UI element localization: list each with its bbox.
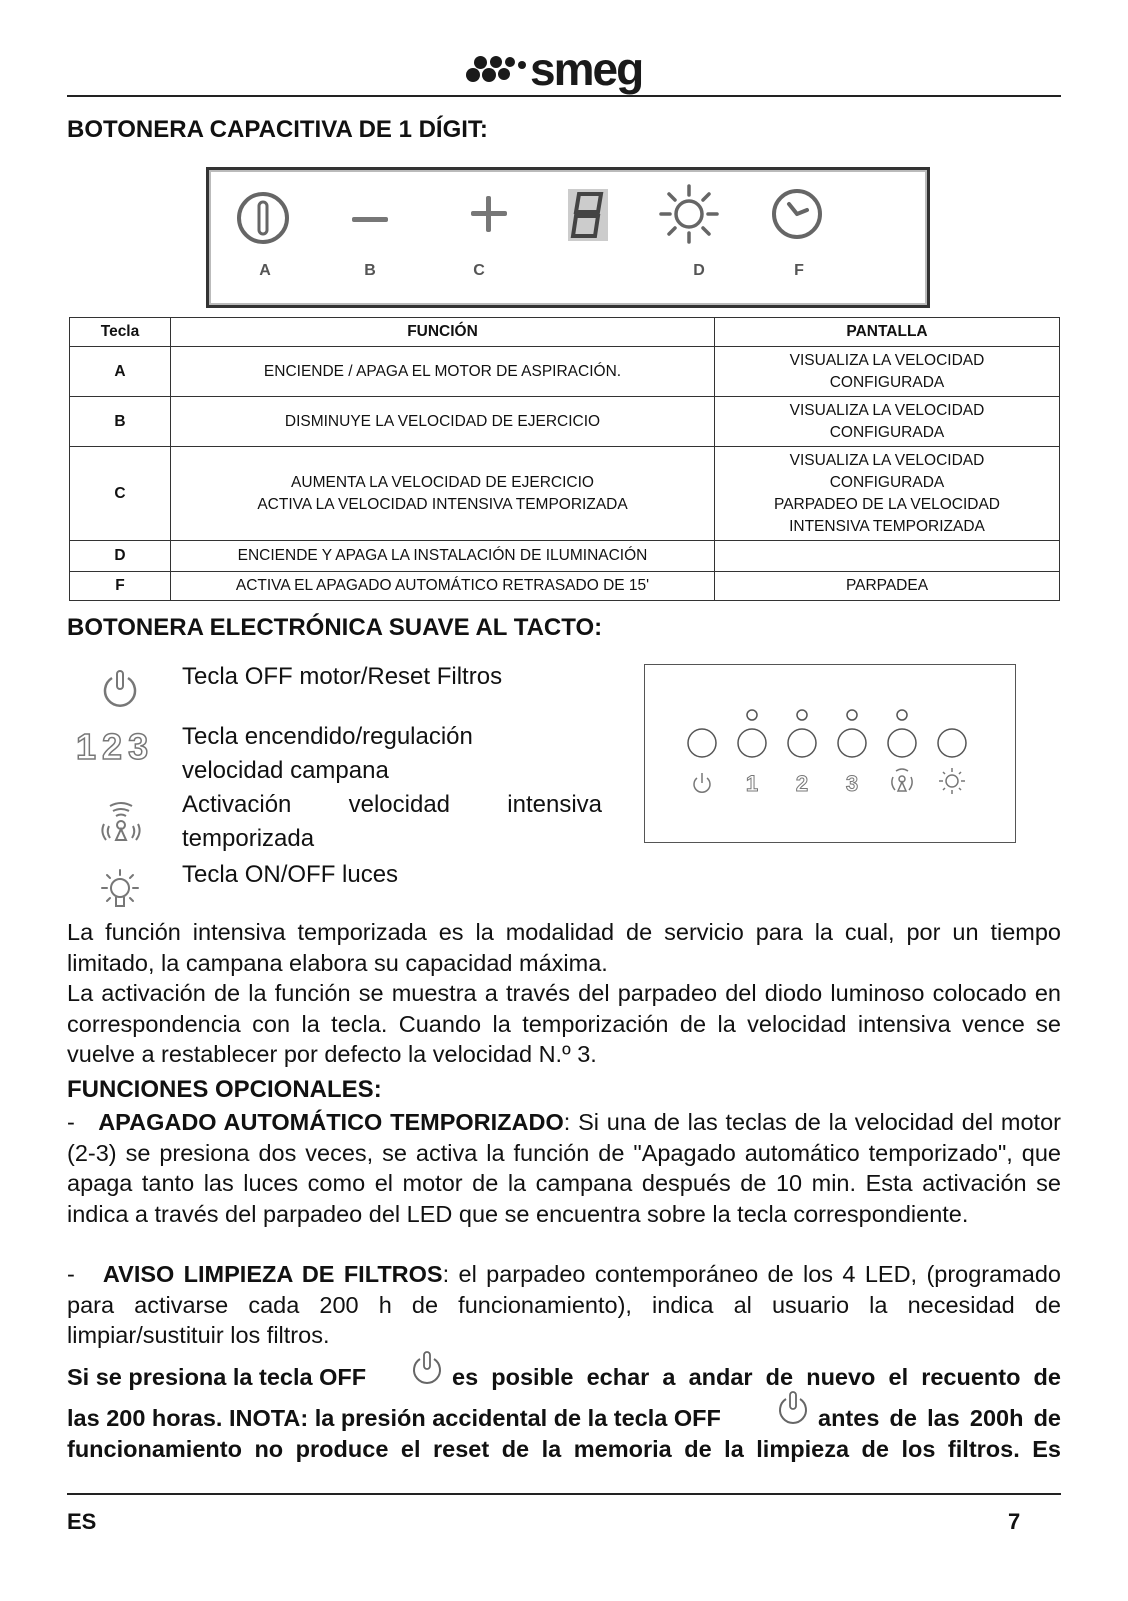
item-text: : Si una de las teclas de la velocidad del motor (2-3) se presiona dos veces, se activa la función de "Apagado automático temporizado", que apaga tanto las luces como el motor de la campana después de 10 min. Esta activación se indica a través del parpadeo del LED que se encuentra sobre la tecla correspondiente. [67, 1109, 1061, 1227]
section-title-touch: BOTONERA ELECTRÓNICA SUAVE AL TACTO: [67, 614, 603, 641]
table-header-row [70, 318, 1060, 347]
bold-line-3: funcionamiento no produce el reset de la memoria de la limpieza de los filtros. Es [67, 1436, 1061, 1462]
table-row [70, 397, 1060, 447]
touch-label-2: 2 [795, 771, 809, 796]
item-title: APAGADO AUTOMÁTICO TEMPORIZADO [98, 1109, 564, 1135]
optional-item-2 [67, 1259, 1061, 1351]
bold-line-1b: es posible echar a andar de nuevo el recuento de [452, 1364, 1061, 1390]
screen-line: VISUALIZA LA VELOCIDAD [789, 401, 985, 419]
digit-1: 1 [76, 726, 103, 767]
panel-label-d: D [693, 262, 705, 279]
legend-intensive-text-2: temporizada [182, 825, 315, 852]
legend-speed-text-1: Tecla encendido/regulación [182, 723, 473, 750]
row-function [171, 541, 715, 572]
table-row [70, 572, 1060, 601]
footer-page-number: 7 [1008, 1509, 1021, 1534]
row-key: A [70, 347, 171, 397]
intensive-fan-icon [96, 798, 146, 853]
screen-line: CONFIGURADA [829, 473, 945, 491]
footer-language: ES [67, 1509, 97, 1534]
function-line: ACTIVA EL APAGADO AUTOMÁTICO RETRASADO DE 15' [235, 577, 650, 594]
function-line: DISMINUYE LA VELOCIDAD DE EJERCICIO [284, 412, 601, 430]
legend-lights-text: Tecla ON/OFF luces [182, 861, 399, 888]
smeg-logo [462, 43, 672, 95]
function-table [69, 317, 1060, 601]
screen-line: PARPADEO DE LA VELOCIDAD [774, 495, 1000, 513]
touch-panel-buttons [645, 665, 1015, 842]
panel-label-f: F [794, 262, 804, 279]
row-function [171, 572, 715, 601]
screen-line: CONFIGURADA [829, 423, 945, 441]
intro-paragraph-2: La activación de la función se muestra a través del parpadeo del diodo luminoso colocado en correspondencia con la tecla. Cuando la temporización de la velocidad intensiva vence se vuelve a restablecer por defecto la velocidad N.º 3. [67, 980, 1061, 1067]
row-screen [715, 447, 1060, 541]
timer-icon [769, 186, 825, 247]
capacitive-panel-diagram [206, 167, 930, 308]
screen-line: VISUALIZA LA VELOCIDAD [789, 351, 985, 369]
function-line: ACTIVA LA VELOCIDAD INTENSIVA TEMPORIZADA [257, 495, 628, 513]
plus-icon [469, 194, 509, 239]
power-icon [100, 668, 140, 715]
header-rule [67, 95, 1061, 97]
touch-panel-diagram [644, 664, 1016, 843]
minus-icon [351, 212, 389, 230]
bold-line-2b: antes de las 200h de [818, 1405, 1061, 1431]
section-title-capacitive: BOTONERA CAPACITIVA DE 1 DÍGIT: [67, 116, 488, 143]
item-title: AVISO LIMPIEZA DE FILTROS [102, 1261, 443, 1287]
power-icon [235, 190, 291, 251]
section-title-optional: FUNCIONES OPCIONALES: [67, 1076, 382, 1103]
digit-2: 2 [102, 726, 129, 767]
panel-label-b: B [364, 262, 376, 279]
optional-item-1 [67, 1107, 1061, 1229]
brand-name: smeg [530, 43, 643, 95]
screen-line: PARPADEA [845, 577, 929, 594]
panel-label-a: A [259, 262, 271, 279]
function-line: AUMENTA LA VELOCIDAD DE EJERCICIO [291, 473, 594, 491]
legend-off-text: Tecla OFF motor/Reset Filtros [182, 663, 503, 690]
item-dash: - [67, 1109, 75, 1135]
power-icon [776, 1390, 810, 1431]
row-screen [715, 347, 1060, 397]
speed-digits-icon [76, 726, 154, 768]
screen-line: VISUALIZA LA VELOCIDAD [789, 451, 985, 469]
light-icon [96, 866, 144, 919]
table-row [70, 447, 1060, 541]
row-key: B [70, 397, 171, 447]
header-funcion: FUNCIÓN [171, 318, 715, 347]
touch-label-1: 1 [745, 771, 759, 796]
digit-3: 3 [128, 726, 155, 767]
header-tecla: Tecla [70, 318, 171, 347]
light-icon [657, 182, 721, 251]
row-function [171, 447, 715, 541]
screen-line: CONFIGURADA [829, 373, 945, 391]
row-key: F [70, 572, 171, 601]
panel-label-c: C [473, 262, 485, 279]
row-function [171, 347, 715, 397]
screen-line: INTENSIVA TEMPORIZADA [789, 517, 985, 535]
table-row [70, 541, 1060, 572]
legend-intensive-text-1: Activación velocidad intensiva [182, 791, 602, 818]
legend-speed-text-2: velocidad campana [182, 757, 389, 784]
row-screen [715, 397, 1060, 447]
row-key: D [70, 541, 171, 572]
row-screen [715, 572, 1060, 601]
row-key: C [70, 447, 171, 541]
item-dash: - [67, 1261, 75, 1287]
touch-label-3: 3 [845, 771, 859, 796]
seven-segment-display-icon [567, 188, 609, 247]
function-line: ENCIENDE / APAGA EL MOTOR DE ASPIRACIÓN. [263, 362, 622, 380]
footer-rule [67, 1493, 1061, 1495]
table-row [70, 347, 1060, 397]
row-function [171, 397, 715, 447]
bold-line-1a: Si se presiona la tecla OFF [67, 1364, 367, 1390]
function-line: ENCIENDE Y APAGA LA INSTALACIÓN DE ILUMINACIÓN [237, 547, 648, 564]
intro-paragraph-1: La función intensiva temporizada es la modalidad de servicio para la cual, por un tiempo limitado, la campana elabora su capacidad máxima. [67, 919, 1061, 976]
bold-line-2a: las 200 horas. INOTA: la presión accidental de la tecla OFF [67, 1405, 721, 1431]
header-pantalla: PANTALLA [715, 318, 1060, 347]
item-text: : el parpadeo contemporáneo de los 4 LED, (programado para activarse cada 200 h de funcionamiento), indica al usuario la necesidad de limpiar/sustituir los filtros. [67, 1261, 1061, 1348]
power-icon [410, 1350, 444, 1391]
row-screen [715, 541, 1060, 572]
